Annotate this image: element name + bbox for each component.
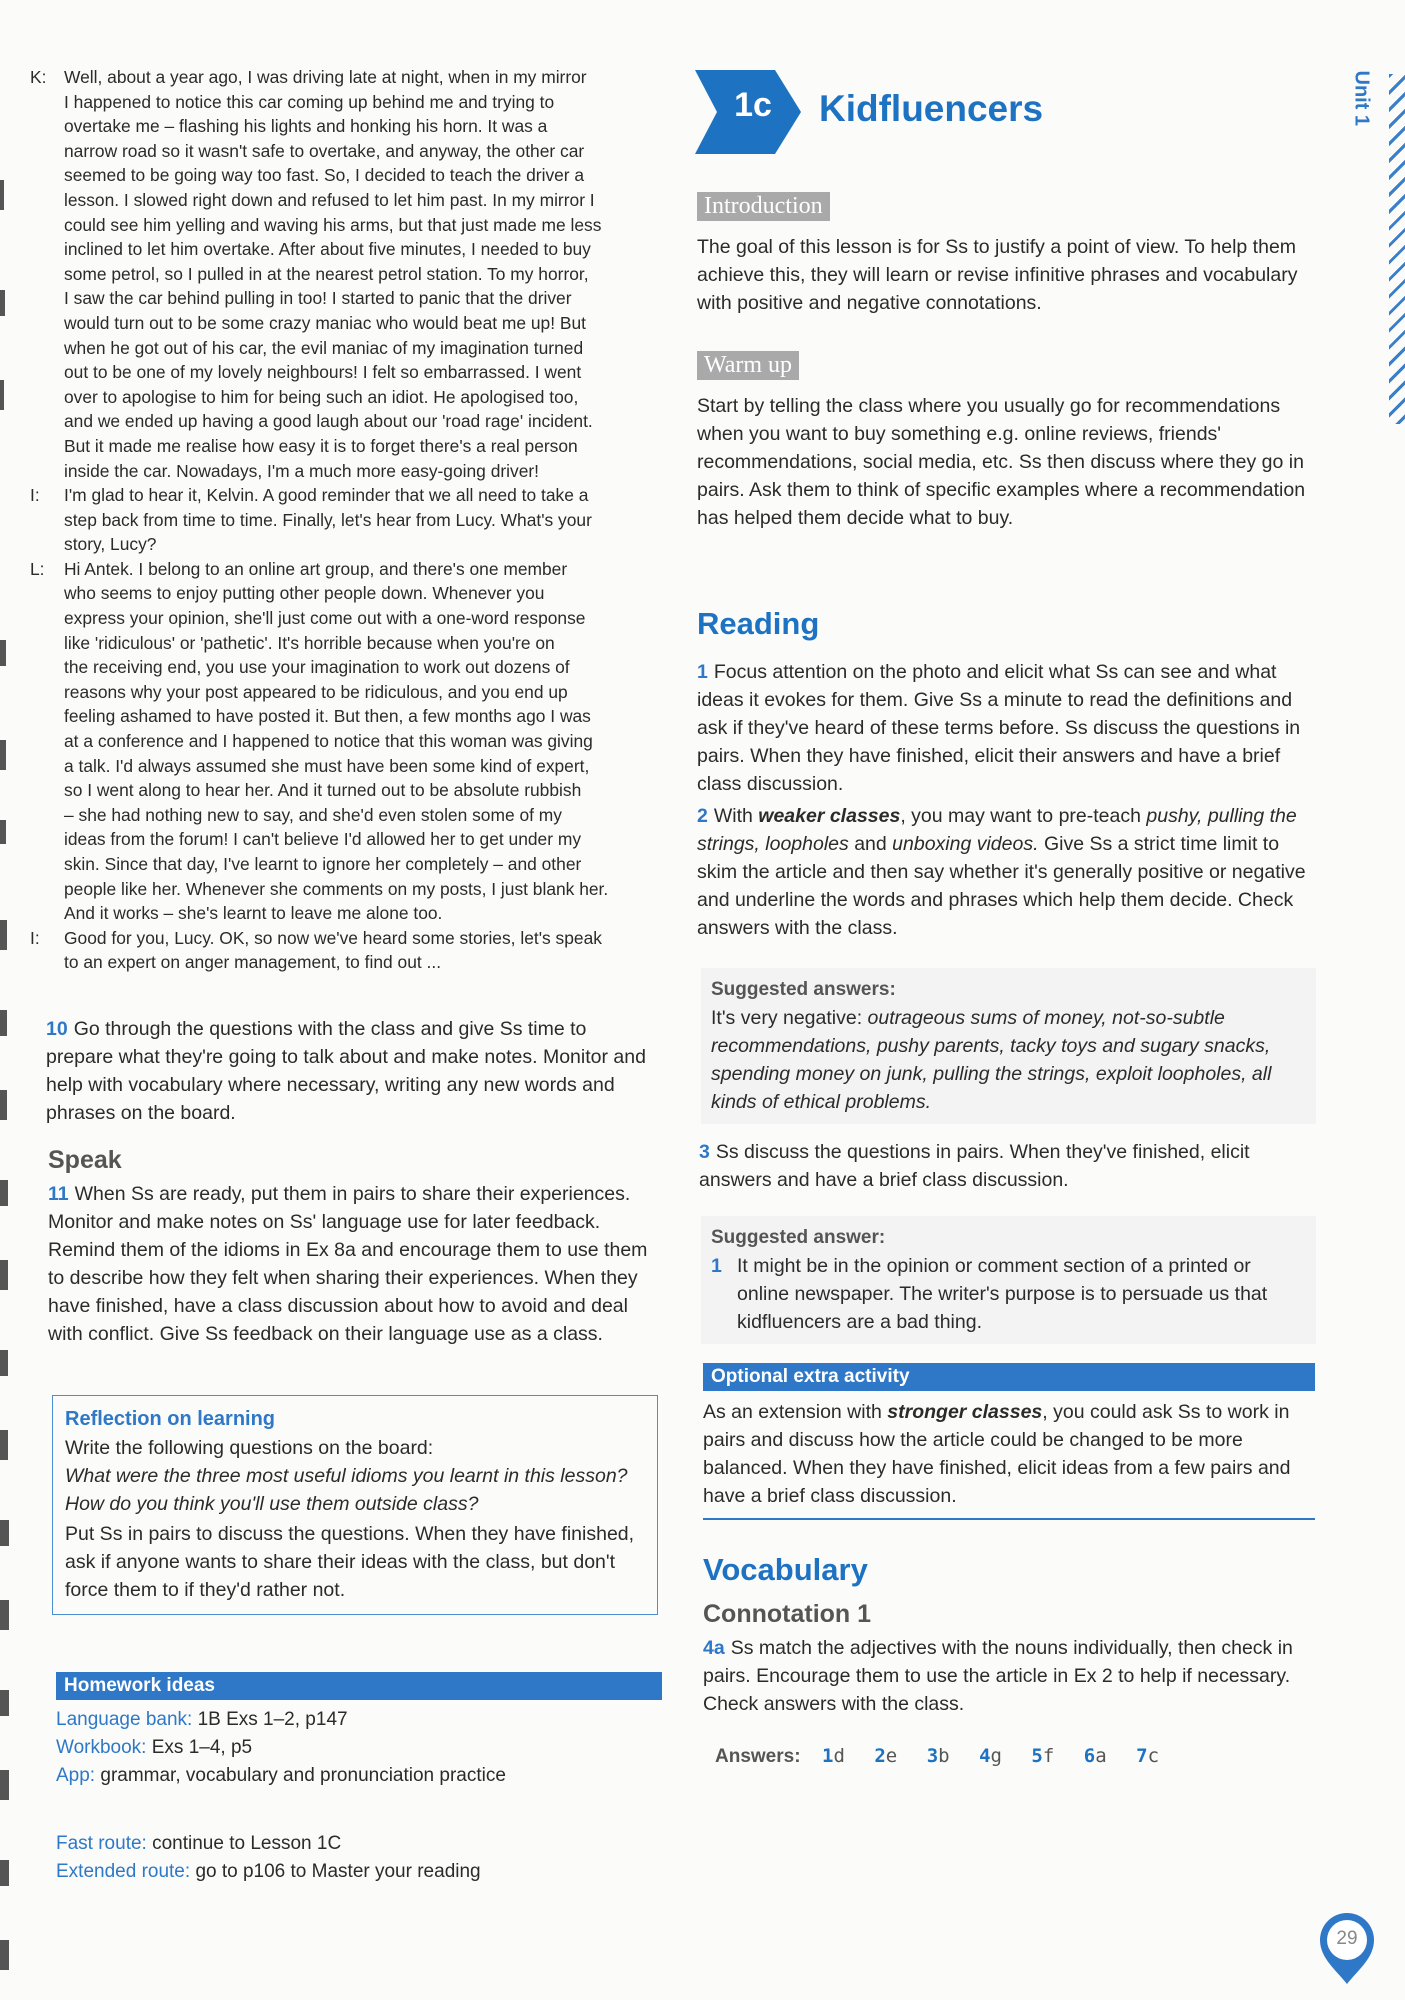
transcript-text: Good for you, Lucy. OK, so now we've heard some stories, let's speak to an expert on anger management, to find out ... [64, 927, 602, 973]
answer-item: 3b [926, 1745, 950, 1767]
reflection-text: Put Ss in pairs to discuss the questions. When they have finished, ask if anyone wants to share their ideas with the class, but don't force them to if they'd rather not. [65, 1523, 635, 1601]
answer-item: 6a [1083, 1745, 1107, 1767]
introduction-text: The goal of this lesson is for Ss to justify a point of view. To help them achieve this, they will learn or revise infinitive phrases and vocabulary with positive and negative connotations. [697, 236, 1298, 314]
reflection-intro: Write the following questions on the board: [65, 1437, 434, 1459]
reflection-question-2: How do you think you'll use them outside class? [65, 1493, 479, 1515]
exercise-text: Go through the questions with the class and give Ss time to prepare what they're going to talk about and make notes. Monitor and help with vocabulary where necessary, writing any new words and phrases on the board. [46, 1018, 646, 1124]
lesson-header [695, 70, 1295, 154]
lesson-title: Kidfluencers [819, 88, 1044, 129]
speaker-label: L: [30, 558, 45, 579]
exercise-number: 4a [703, 1637, 725, 1659]
routes [56, 1830, 656, 1886]
warmup-text: Start by telling the class where you usually go for recommendations when you want to buy something e.g. online reviews, friends' recommendations, social media, etc. Ss then discuss where they go in pairs. Ask them to think of specific examples where a recommendation has helped them decide what to buy. [697, 395, 1306, 529]
binding-edge [0, 0, 10, 2000]
answer-item: 4g [979, 1745, 1002, 1767]
transcript-l-block [30, 557, 650, 926]
transcript [30, 65, 650, 975]
transcript-k-block [30, 65, 650, 483]
homework-list [56, 1706, 656, 1790]
transcript-text: Hi Antek. I belong to an online art group, and there's one member who seems to enjoy putting other people down. Whenever you express your opinion, she'll just come out with a one-word response like 'ridiculous' or 'pathetic'. It's horrible because when you're on the receiving end, you use your imagination to work out dozens of reasons why your post appeared to be ridiculous, and you end up feeling ashamed to have posted it. But then, a few months ago I was at a conference and I happened to notice that this woman was giving a talk. I'd always assumed she must have been some kind of expert, so I went along to hear her. And it turned out to be absolute rubbish – she had nothing new to say, and she'd even stolen some of my ideas from the forum! I can't believe I'd allowed her to get under my skin. Since that day, I've learnt to ignore her completely – and other people like her. Whenever she comments on my posts, I just blank her. And it works – she's learnt to leave me alone too. [64, 558, 609, 924]
reflection-box [52, 1395, 658, 1615]
speak-heading: Speak [48, 1146, 122, 1174]
vocabulary-exercise-4a: 4a Ss match the adjectives with the nouns individually, then check in pairs. Encourage them to use the article in Ex 2 to help if necessary. Check answers with the class. [703, 1637, 1293, 1715]
homework-item: Language bank: 1B Exs 1–2, p147 [56, 1709, 348, 1730]
optional-activity-bar: Optional extra activity [703, 1363, 1315, 1391]
reading-exercise-2: 2 With weaker classes, you may want to pre-teach pushy, pulling the strings, loopholes and unboxing videos. Give Ss a strict time limit to skim the article and then say whether it's generally positive or negative and underline the words and phrases which help them decide. Check answers with the class. [697, 805, 1306, 939]
introduction-tag: Introduction [697, 192, 830, 221]
speaker-label: I: [30, 927, 40, 948]
homework-item: App: grammar, vocabulary and pronunciation practice [56, 1765, 506, 1786]
unit-tab [1346, 70, 1376, 144]
unit-stripes [1389, 74, 1405, 424]
transcript-text: I'm glad to hear it, Kelvin. A good reminder that we all need to take a step back from time to time. Finally, let's hear from Lucy. What's your story, Lucy? [64, 485, 592, 555]
exercise-10 [46, 1015, 656, 1127]
suggested-label: Suggested answers: [711, 979, 896, 1000]
exercise-number: 2 [697, 805, 708, 827]
homework-bar: Homework ideas [56, 1672, 662, 1700]
exercise-text: When Ss are ready, put them in pairs to share their experiences. Monitor and make notes on Ss' language use for later feedback. Remind them of the idioms in Ex 8a and encourage them to use them to describe how they felt when sharing their experiences. When they have finished, have a class discussion about how to avoid and deal with conflict. Give Ss feedback on their language use as a class. [48, 1183, 648, 1345]
warmup-tag: Warm up [697, 351, 799, 380]
exercise-number: 1 [697, 661, 708, 683]
transcript-i1-block [30, 483, 650, 557]
answers-row [715, 1742, 1159, 1771]
reflection-question-1: What were the three most useful idioms you learnt in this lesson? [65, 1465, 628, 1487]
exercise-number: 11 [48, 1183, 69, 1205]
answer-item: 5f [1031, 1745, 1055, 1767]
answer-item: 1d [821, 1745, 845, 1767]
suggested-answers-2: Suggested answer: 1 It might be in the opinion or comment section of a printed or online newspaper. The writer's purpose is to persuade us that kidfluencers are a bad thing. [701, 1216, 1316, 1344]
route-item: Fast route: continue to Lesson 1C [56, 1833, 342, 1854]
answers-label: Answers: [715, 1746, 801, 1767]
reflection-title: Reflection on learning [65, 1408, 276, 1430]
connotation-heading: Connotation 1 [703, 1600, 872, 1628]
exercise-number: 10 [46, 1018, 68, 1040]
suggested-answers-1: Suggested answers: It's very negative: outrageous sums of money, not-so-subtle recommendations, pushy parents, tacky toys and sugary snacks, spending money on junk, pulling the strings, exploit loopholes, all kinds of ethical problems. [701, 968, 1316, 1124]
suggested-label: Suggested answer: [711, 1227, 886, 1248]
reading-exercise-3: 3 Ss discuss the questions in pairs. When they've finished, elicit answers and have a brief class discussion. [699, 1141, 1250, 1191]
exercise-number: 3 [699, 1141, 710, 1163]
route-item: Extended route: go to p106 to Master your reading [56, 1861, 481, 1882]
unit-tab-label: Unit 1 [1350, 70, 1373, 127]
page-number: 29 [1336, 1928, 1358, 1949]
homework-item: Workbook: Exs 1–4, p5 [56, 1737, 253, 1758]
page-number-marker [1316, 1908, 1378, 1988]
answer-number: 1 [711, 1255, 722, 1277]
optional-activity-rule [703, 1518, 1315, 1520]
speaker-label: I: [30, 485, 40, 506]
optional-activity-text: As an extension with stronger classes, you could ask Ss to work in pairs and discuss how the article could be changed to be more balanced. When they have finished, elicit ideas from a few pairs and have a brief class discussion. [703, 1401, 1291, 1507]
reading-exercise-1: 1 Focus attention on the photo and elicit what Ss can see and what ideas it evokes for them. Give Ss a minute to read the definitions and ask if they've heard of these terms before. Ss discuss the questions in pairs. When they have finished, elicit their answers and have a brief class discussion. [697, 661, 1301, 795]
speaker-label: K: [30, 67, 47, 87]
vocabulary-heading: Vocabulary [703, 1552, 868, 1587]
reading-heading: Reading [697, 606, 820, 641]
answer-item: 7c [1136, 1745, 1160, 1767]
transcript-i2-block [30, 926, 650, 975]
transcript-text: Well, about a year ago, I was driving late at night, when in my mirror I happened to notice this car coming up behind me and trying to overtake me – flashing his lights and honking his horn. It was a narrow road so it wasn't safe to overtake, and anyway, the other car seemed to be going way too fast. So, I decided to teach the driver a lesson. I slowed right down and refused to let him past. In my mirror I could see him yelling and waving his arms, but that just made me less inclined to let him overtake. After about five minutes, I needed to buy some petrol, so I pulled in at the nearest petrol station. To my horror, I saw the car behind pulling in too! I started to panic that the driver would turn out to be some crazy maniac who would beat me up! But when he got out of his car, the evil maniac of my imagination turned out to be one of my lovely neighbours! I felt so embarrassed. I went over to apologise to him for being such an idiot. He apologised too, and we ended up having a good laugh about our 'road rage' incident. But it made me realise how easy it is to forget there's a real person inside the car. Nowadays, I'm a much more easy-going driver! [64, 67, 602, 481]
lesson-code: 1c [734, 86, 772, 124]
answer-item: 2e [874, 1745, 898, 1767]
exercise-11 [48, 1180, 658, 1348]
